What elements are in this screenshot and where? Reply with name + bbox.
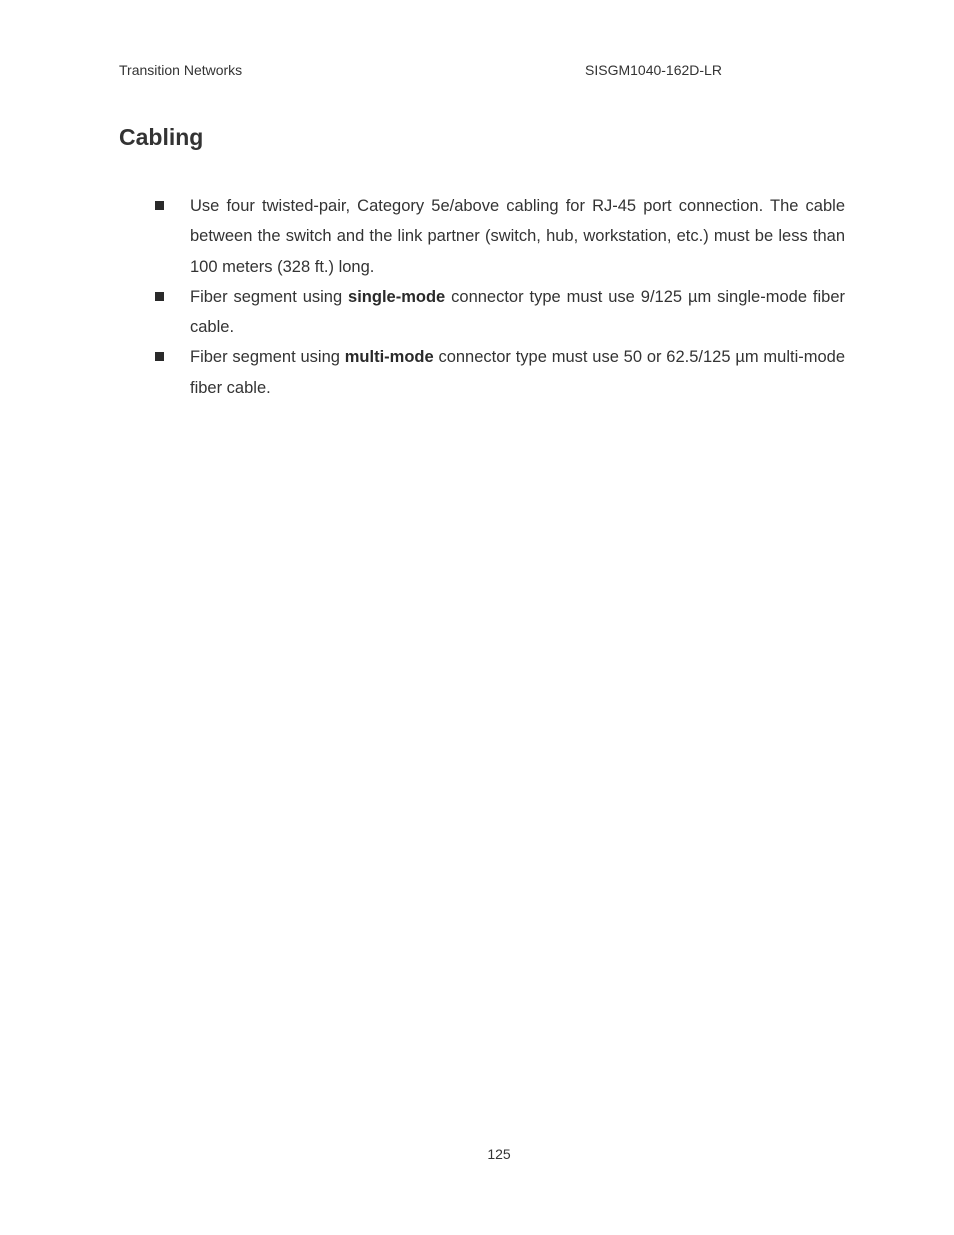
bullet-text [190,348,845,396]
square-bullet-icon [155,292,164,301]
section-title: Cabling [119,124,204,150]
bullet-text-bold: single-mode [348,287,446,306]
bullet-text-pre: Fiber segment using [190,348,345,367]
header-model-number: SISGM1040-162D-LR [585,62,722,78]
square-bullet-icon [155,201,164,210]
header-company-name: Transition Networks [119,62,243,78]
square-bullet-icon [155,352,164,361]
bullet-text-pre: Fiber segment using [190,287,349,306]
bullet-text [190,288,845,336]
bullet-text-post: connector type must use 9/125 µm single-mode fiber cable. [190,287,846,337]
bullet-text-bold: multi-mode [344,348,434,367]
bullet-item-multi-mode [153,342,845,403]
bullet-item-twisted-pair [153,191,845,282]
cabling-bullet-list [153,191,845,403]
bullet-text: Use four twisted-pair, Category 5e/above cabling for RJ-45 port connection. The cable between the switch and the link partner (switch, hub, workstation, etc.) must be less than 100 meters (328 ft.) long. [190,197,845,276]
page-number: 125 [487,1146,511,1162]
bullet-item-single-mode [153,282,845,343]
bullet-text-post: connector type must use 50 or 62.5/125 µm multi-mode fiber cable. [190,348,845,397]
